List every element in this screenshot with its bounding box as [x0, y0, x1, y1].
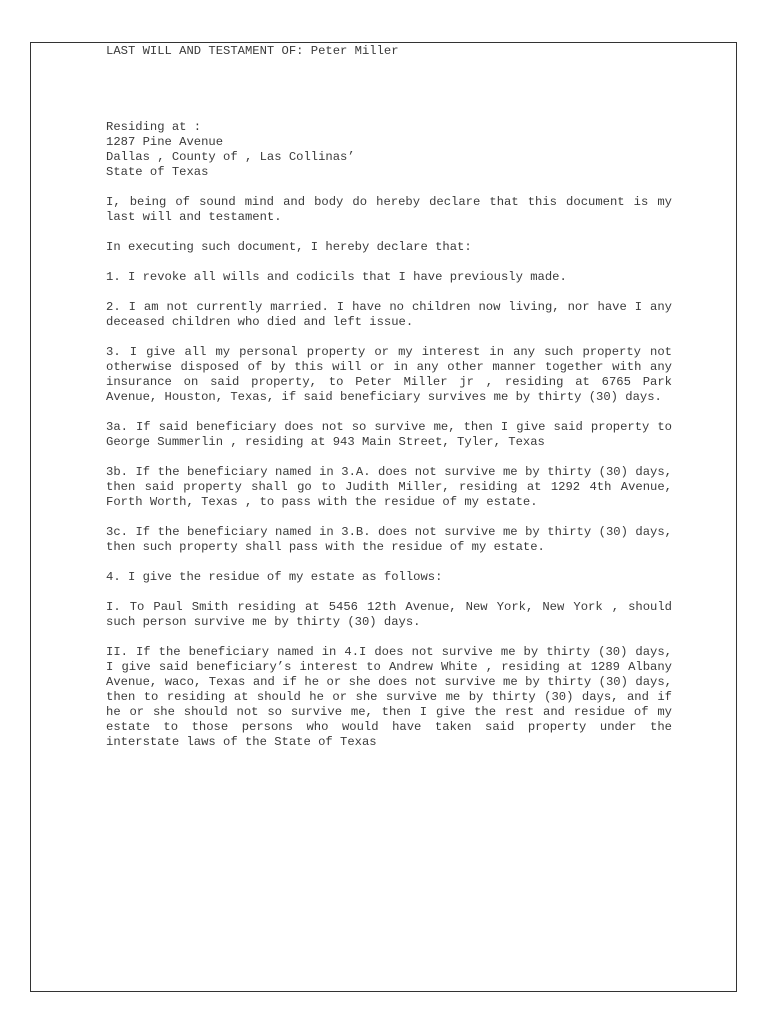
declaration-paragraph: I, being of sound mind and body do hereby declare that this document is my last will and testament.: [106, 195, 672, 224]
clause-3: 3. I give all my personal property or my interest in any such property not otherwise disposed of by this will or in any other manner together with any insurance on said property, to Peter Miller jr , residing at 6765 Park Avenue, Houston, Texas, if said beneficiary survives me by thirty (30) days.: [106, 345, 672, 404]
clause-3b: 3b. If the beneficiary named in 3.A. does not survive me by thirty (30) days, then said property shall go to Judith Miller, residing at 1292 4th Avenue, Forth Worth, Texas , to pass with the residue of my estate.: [106, 465, 672, 509]
clause-3c: 3c. If the beneficiary named in 3.B. does not survive me by thirty (30) days, then such property shall pass with the residue of my estate.: [106, 525, 672, 554]
document-title: LAST WILL AND TESTAMENT OF: Peter Miller: [106, 44, 399, 58]
clause-1: 1. I revoke all wills and codicils that I have previously made.: [106, 270, 567, 284]
executing-paragraph: In executing such document, I hereby declare that:: [106, 240, 472, 254]
clause-4-ii: II. If the beneficiary named in 4.I does not survive me by thirty (30) days, I give said beneficiary’s interest to Andrew White , residing at 1289 Albany Avenue, waco, Texas and if he or she does not survive me by thirty (30) days, then to residing at should he or she survive me by thirty (30) days, and if he or she should not so survive me, then I give the rest and residue of my estate to those persons who would have taken said property under the interstate laws of the State of Texas: [106, 645, 672, 749]
address-state: State of Texas: [106, 165, 209, 179]
clause-4: 4. I give the residue of my estate as follows:: [106, 570, 443, 584]
address-street: 1287 Pine Avenue: [106, 135, 224, 149]
address-city: Dallas , County of , Las Collinas’: [106, 150, 355, 164]
testator-address: [106, 120, 672, 180]
will-document: [106, 44, 672, 750]
clause-3a: 3a. If said beneficiary does not so survive me, then I give said property to George Summerlin , residing at 943 Main Street, Tyler, Texas: [106, 420, 672, 449]
clause-4-i: I. To Paul Smith residing at 5456 12th Avenue, New York, New York , should such person survive me by thirty (30) days.: [106, 600, 672, 629]
address-label: Residing at :: [106, 120, 202, 134]
clause-2: 2. I am not currently married. I have no children now living, nor have I any deceased children who died and left issue.: [106, 300, 672, 329]
